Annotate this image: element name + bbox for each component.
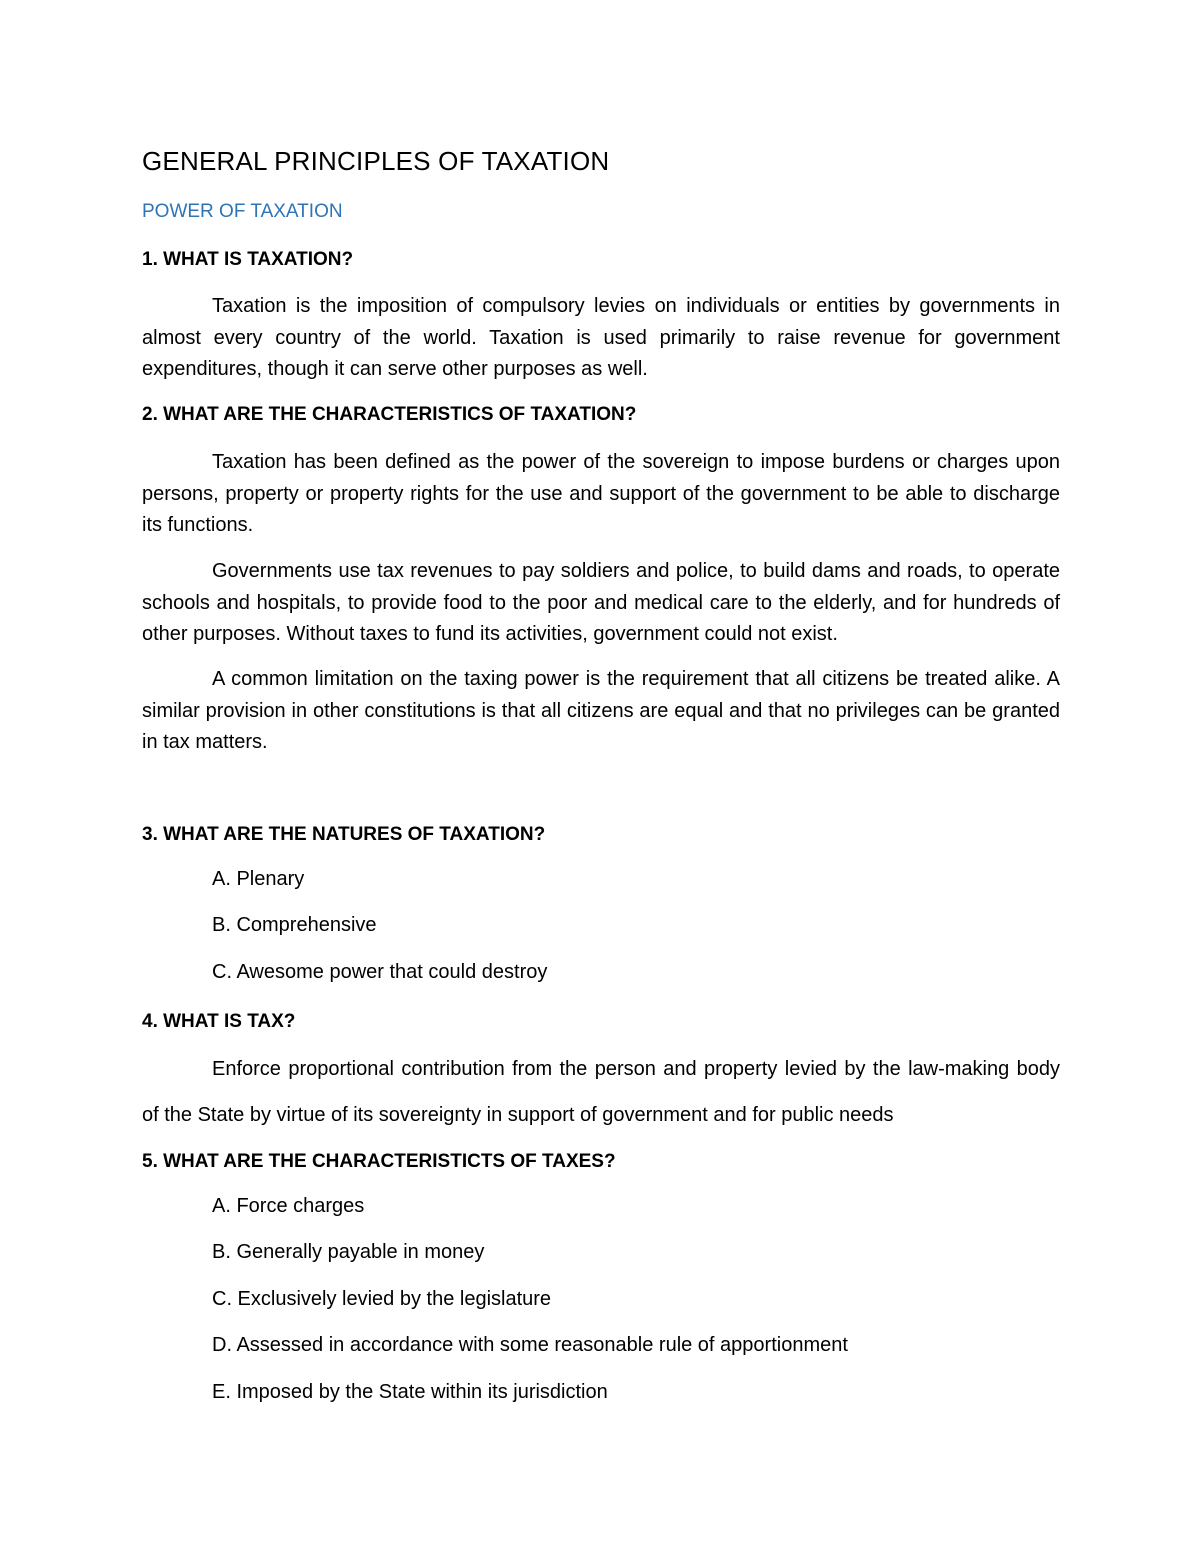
list-item: B. Comprehensive xyxy=(212,914,377,936)
question-2-paragraph-3: A common limitation on the taxing power is the requirement that all citizens be treated alike. A similar provision in other constitutions is that all citizens are equal and that no privileges can be granted in tax matters. xyxy=(142,668,1060,753)
question-2-heading: 2. WHAT ARE THE CHARACTERISTICS OF TAXATION? xyxy=(142,404,637,425)
question-2-paragraph-2: Governments use tax revenues to pay soldiers and police, to build dams and roads, to operate schools and hospitals, to provide food to the poor and medical care to the elderly, and for hundreds of other purposes. Without taxes to fund its activities, government could not exist. xyxy=(142,560,1060,645)
list-item: E. Imposed by the State within its jurisdiction xyxy=(212,1381,608,1403)
question-2-paragraph-1: Taxation has been defined as the power of the sovereign to impose burdens or charges upon persons, property or property rights for the use and support of the government to be able to discharge its functions. xyxy=(142,451,1060,536)
list-item: A. Force charges xyxy=(212,1195,365,1217)
question-4-paragraph: Enforce proportional contribution from the person and property levied by the law-making body of the State by virtue of its sovereignty in support of government and for public needs xyxy=(142,1058,1060,1126)
list-item: B. Generally payable in money xyxy=(212,1241,485,1263)
question-1-heading: 1. WHAT IS TAXATION? xyxy=(142,249,354,270)
question-3-heading: 3. WHAT ARE THE NATURES OF TAXATION? xyxy=(142,824,546,845)
document-title: GENERAL PRINCIPLES OF TAXATION xyxy=(142,146,610,176)
question-1-paragraph: Taxation is the imposition of compulsory levies on individuals or entities by governments in almost every country of the world. Taxation is used primarily to raise revenue for government expenditures, though it can serve other purposes as well. xyxy=(142,295,1060,380)
question-4-heading: 4. WHAT IS TAX? xyxy=(142,1011,296,1032)
list-item: D. Assessed in accordance with some reasonable rule of apportionment xyxy=(212,1334,848,1356)
list-item: A. Plenary xyxy=(212,868,305,890)
question-5-heading: 5. WHAT ARE THE CHARACTERISTICTS OF TAXES? xyxy=(142,1151,616,1172)
list-item: C. Awesome power that could destroy xyxy=(212,961,548,983)
section-subtitle: POWER OF TAXATION xyxy=(142,201,343,222)
list-item: C. Exclusively levied by the legislature xyxy=(212,1288,552,1310)
